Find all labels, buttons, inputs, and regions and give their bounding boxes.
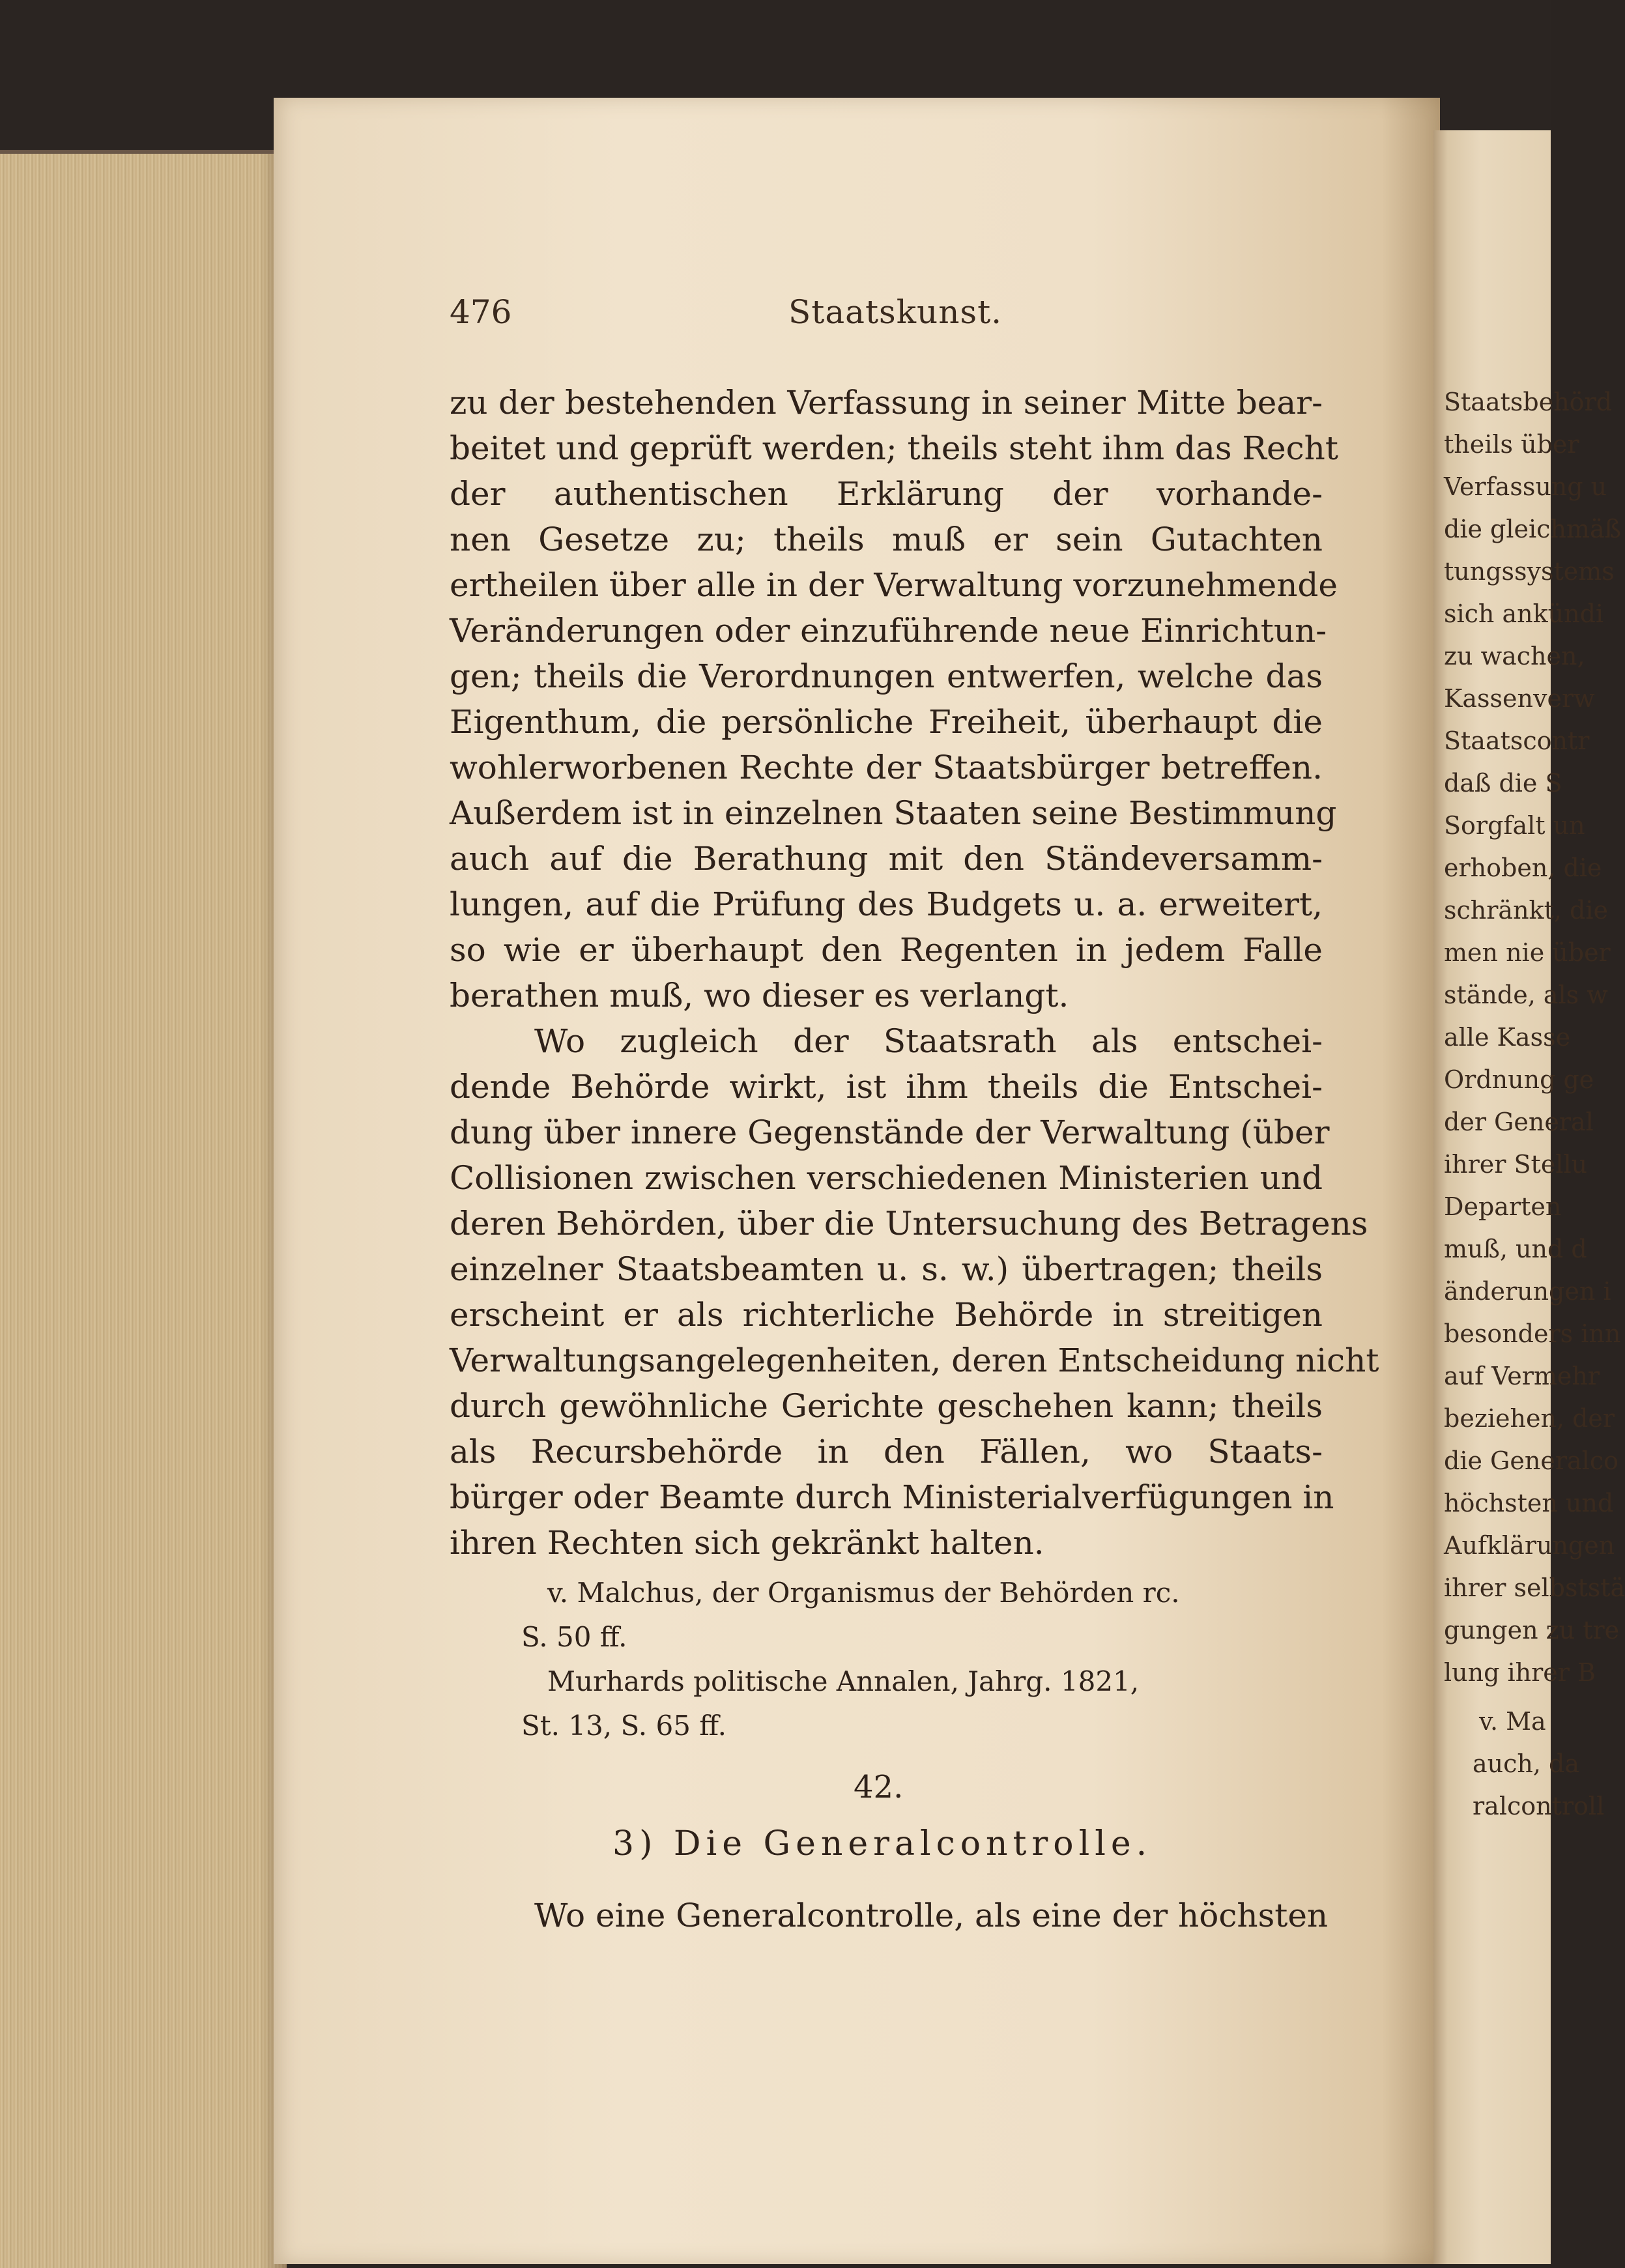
page-header	[450, 293, 1101, 339]
body-line: Veränderungen oder einzuführende neue Einrichtun-	[450, 612, 1327, 650]
body-line: erscheint er als richterliche Behörde in streitigen	[450, 1296, 1323, 1334]
body-line: einzelner Staatsbeamten u. s. w.) übertragen; theils	[450, 1250, 1323, 1288]
right-page-line: zu wachen,	[1444, 642, 1585, 670]
body-line: ertheilen über alle in der Verwaltung vorzunehmende	[450, 566, 1338, 604]
right-page-line: daß die S	[1444, 769, 1562, 797]
right-page-line: lung ihrer B	[1444, 1658, 1596, 1687]
right-page-line: höchsten und	[1444, 1489, 1614, 1517]
running-head: Staatskunst.	[788, 293, 1003, 331]
body-line: ihren Rechten sich gekränkt halten.	[450, 1524, 1044, 1562]
right-page-line: Departen	[1444, 1192, 1562, 1221]
body-line: der authentischen Erklärung der vorhande-	[450, 475, 1323, 513]
footnote-line: v. Malchus, der Organismus der Behörden rc.	[547, 1577, 1180, 1609]
right-page-line: v. Ma	[1479, 1707, 1546, 1736]
body-line: so wie er überhaupt den Regenten in jedem Falle	[450, 931, 1323, 969]
right-page-line: stände, als w	[1444, 981, 1608, 1009]
body-line: beitet und geprüft werden; theils steht ihm das Recht	[450, 429, 1338, 467]
right-page-line: Verfassung u	[1444, 472, 1607, 501]
page-number: 476	[450, 293, 512, 331]
right-page-line: beziehen, der	[1444, 1404, 1615, 1433]
footnote-line: S. 50 ff.	[521, 1621, 627, 1653]
page-stack-fore-edge	[0, 150, 287, 2268]
right-page-line: Staatscontr	[1444, 726, 1590, 755]
body-line: auch auf die Berathung mit den Ständeversamm-	[450, 840, 1323, 878]
right-page-line: Aufklärungen	[1444, 1531, 1615, 1560]
section-first-line: Wo eine Generalcontrolle, als eine der höchsten	[534, 1897, 1329, 1934]
section-title: 3) Die Generalcontrolle.	[612, 1824, 1153, 1863]
footnote-line: Murhards politische Annalen, Jahrg. 1821,	[547, 1665, 1140, 1697]
body-line: dung über innere Gegenstände der Verwaltung (über	[450, 1113, 1330, 1151]
right-page-line: gungen zu tre	[1444, 1616, 1620, 1644]
right-page-line: ihrer Stellu	[1444, 1150, 1588, 1179]
body-line: wohlerworbenen Rechte der Staatsbürger betreffen.	[450, 749, 1323, 786]
section-number: 42.	[854, 1769, 904, 1805]
right-page-line: schränkt, die	[1444, 896, 1608, 925]
right-page-line: tungssystems	[1444, 557, 1615, 586]
right-page-line: auch, da	[1473, 1749, 1580, 1778]
body-line: gen; theils die Verordnungen entwerfen, welche das	[450, 657, 1323, 695]
footnote-line: St. 13, S. 65 ff.	[521, 1710, 726, 1742]
body-line: dende Behörde wirkt, ist ihm theils die Entschei-	[450, 1068, 1323, 1106]
body-line: Eigenthum, die persönliche Freiheit, überhaupt die	[450, 703, 1323, 741]
body-line: Collisionen zwischen verschiedenen Ministerien und	[450, 1159, 1323, 1197]
body-line: durch gewöhnliche Gerichte geschehen kann; theils	[450, 1387, 1323, 1425]
right-page-line: muß, und d	[1444, 1235, 1587, 1263]
body-line: Verwaltungsangelegenheiten, deren Entscheidung nicht	[450, 1342, 1379, 1379]
right-page-line: men nie über	[1444, 938, 1611, 967]
body-line: berathen muß, wo dieser es verlangt.	[450, 977, 1069, 1014]
right-neighbour-page	[1433, 130, 1625, 2264]
body-line: deren Behörden, über die Untersuchung des Betragens	[450, 1205, 1368, 1242]
body-line: bürger oder Beamte durch Ministerialverfügungen in	[450, 1478, 1334, 1516]
body-line: Außerdem ist in einzelnen Staaten seine Bestimmung	[450, 794, 1337, 832]
right-page-line: theils über	[1444, 430, 1579, 459]
body-line: lungen, auf die Prüfung des Budgets u. a. erweitert,	[450, 885, 1323, 923]
right-page-line: erhoben, die	[1444, 854, 1602, 882]
right-page-line: ihrer selbststä	[1444, 1573, 1625, 1602]
right-page-line: auf Vermehr	[1444, 1362, 1600, 1390]
right-page-line: Sorgfalt un	[1444, 811, 1585, 840]
right-page-line: besonders inn	[1444, 1319, 1621, 1348]
body-line: nen Gesetze zu; theils muß er sein Gutachten	[450, 521, 1323, 558]
right-page-line: Staatsbehörd	[1444, 388, 1613, 416]
right-page-line: Kassenverw	[1444, 684, 1595, 713]
right-page-line: die gleichmäß	[1444, 515, 1621, 543]
body-line: als Recursbehörde in den Fällen, wo Staats-	[450, 1433, 1323, 1471]
right-page-line: änderungen i	[1444, 1277, 1611, 1306]
right-page-line: der General	[1444, 1108, 1594, 1136]
right-page-line: ralcontroll	[1473, 1792, 1605, 1820]
right-page-line: alle Kasse	[1444, 1023, 1571, 1052]
body-line: Wo zugleich der Staatsrath als entschei-	[534, 1022, 1323, 1060]
right-page-line: die Generalco	[1444, 1446, 1618, 1475]
right-page-line: Ordnung ge	[1444, 1065, 1594, 1094]
right-page-line: sich ankündi	[1444, 599, 1604, 628]
body-line: zu der bestehenden Verfassung in seiner Mitte bear-	[450, 384, 1323, 422]
